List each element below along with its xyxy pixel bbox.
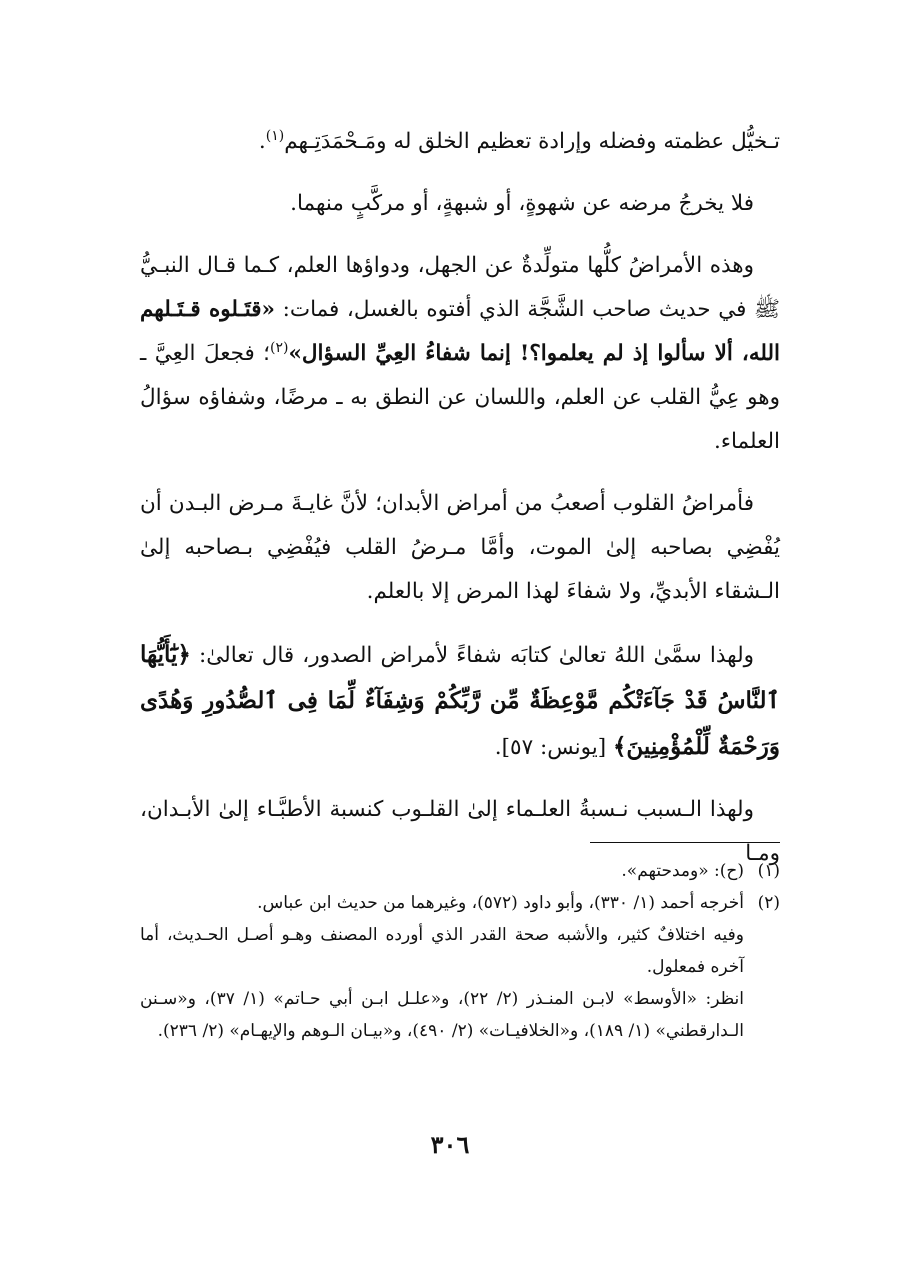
paragraph-3-rest: ؛ فجعلَ العِيَّ ـ وهو عِيُّ القلب عن العلم، واللسان عن النطق به ـ مرضًا، وشفاؤه سؤالُ العلماء. [140,341,780,454]
footnote-2-source: أخرجه أحمد (١/ ٣٣٠)، وأبو داود (٥٧٢)، وغيرهما من حديث ابن عباس. [257,893,744,913]
hadith-quote: «قتَـلوه قـتَـلهم الله، ألا سألوا إذ لم يعلموا؟! إنما شفاءُ العِيِّ السؤال» [140,297,781,366]
paragraph-2: فلا يخرجُ مرضه عن شهوةٍ، أو شبهةٍ، أو مركَّبٍ منهما. [290,191,754,216]
paragraph-3 [140,244,780,464]
footnote-2-number: (٢) [757,893,780,913]
main-text [140,120,780,894]
quran-verse: ﴿يَٰٓأَيُّهَا ٱلنَّاسُ قَدْ جَآءَتْكُم مَّوْعِظَةٌ مِّن رَّبِّكُمْ وَشِفَآءٌ لِّمَا فِى ٱلصُّدُورِ وَهُدًى وَرَحْمَةٌ لِّلْمُؤْمِنِينَ﴾ [140,641,780,760]
paragraph-1 [140,120,780,164]
paragraph-5 [140,632,780,770]
footnote-2-grading: وفيه اختلافٌ كثير، والأشبه صحة القدر الذي أورده المصنف وهـو أصـل الحـديث، أما آخره فمعلول. [140,925,744,977]
paragraph-6: ولهذا الـسبب نـسبةُ العلـماء إلىٰ القلـوب كنسبة الأطبَّـاء إلىٰ الأبـدان، ومـا [140,797,780,866]
paragraph-1-end: . [258,129,266,154]
footnote-1-text: (ح): «ومدحتهم». [621,861,744,881]
footnote-2-references: انظر: «الأوسط» لابـن المنـذر (٢/ ٢٢)، و«علـل ابـن أبي حـاتم» (١/ ٣٧)، و«سـنن الـدارقطني» (١/ ١٨٩)، و«الخلافيـات» (٢/ ٤٩٠)، و«بيـان الـوهم والإيهـام» (٢/ ٢٣٦). [140,989,745,1041]
paragraph-3-intro: وهذه الأمراضُ كلُّها متولِّدةٌ عن الجهل، ودواؤها العلم، كـما قـال النبـيُّ ﷺ في حديث صاحب الشَّجَّة الذي أفتوه بالغسل، فمات: [140,253,780,322]
page-number: ٣٠٦ [430,1130,470,1159]
verse-reference: [يونس: ٥٧]. [494,735,613,760]
paragraph-4: فأمراضُ القلوب أصعبُ من أمراض الأبدان؛ لأنَّ غايـةَ مـرض البـدن أن يُفْضِي بصاحبه إلىٰ الموت، وأمَّا مـرضُ القلب فيُفْضِي بـصاحبه إلىٰ الـشقاء الأبديِّ، ولا شفاءَ لهذا المرض إلا بالعلم. [140,491,780,604]
footnotes [140,855,780,1047]
paragraph-5-intro: ولهذا سمَّىٰ اللهُ تعالىٰ كتابَه شفاءً لأمراض الصدور، قال تعالىٰ: [190,643,754,668]
footnote-divider [590,842,780,843]
footnote-ref-1[interactable]: (١) [265,127,285,144]
paragraph-1-text: تـخيُّل عظمته وفضله وإرادة تعظيم الخلق له ومَـحْمَدَتِـهم [284,129,780,154]
footnote-ref-2[interactable]: (٢) [270,339,289,356]
footnote-1 [140,855,780,887]
footnote-1-number: (١) [757,861,780,881]
footnote-2 [140,887,780,919]
